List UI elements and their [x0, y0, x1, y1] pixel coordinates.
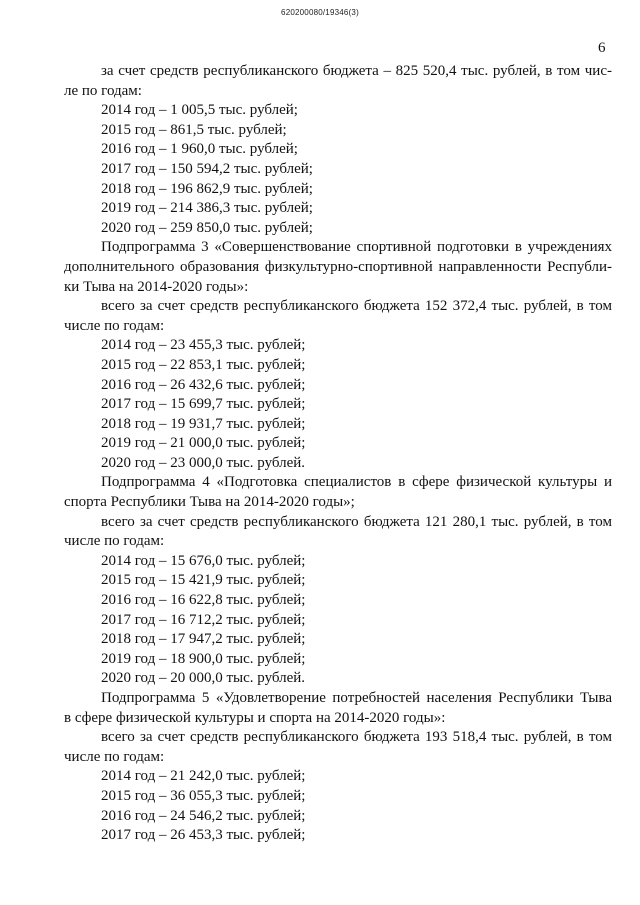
- text-line: 2017 год – 15 699,7 тыс. рублей;: [101, 396, 306, 413]
- text-line: 2016 год – 1 960,0 тыс. рублей;: [101, 141, 298, 158]
- text-line: 2020 год – 23 000,0 тыс. рублей.: [101, 454, 306, 471]
- text-line: 2016 год – 26 432,6 тыс. рублей;: [101, 376, 306, 393]
- text-line: спорта Республики Тыва на 2014-2020 годы»;: [64, 494, 355, 511]
- text-line: всего за счет средств республиканского бюджета 152 372,4 тыс. рублей, в том: [101, 298, 612, 315]
- text-line: Подпрограмма 5 «Удовлетворение потребностей населения Республики Тыва: [101, 690, 612, 706]
- text-line: 2017 год – 16 712,2 тыс. рублей;: [101, 611, 306, 628]
- text-line: ле по годам:: [64, 82, 142, 99]
- text-line: 2015 год – 22 853,1 тыс. рублей;: [101, 356, 306, 373]
- text-line: в сфере физической культуры и спорта на 2014-2020 годы»:: [64, 709, 446, 726]
- text-line: за счет средств республиканского бюджета – 825 520,4 тыс. рублей, в том чис-: [101, 63, 612, 79]
- text-line: 2016 год – 16 622,8 тыс. рублей;: [101, 592, 306, 609]
- text-line: всего за счет средств республиканского бюджета 193 518,4 тыс. рублей, в том: [101, 729, 612, 746]
- document-id: 620200080/19346(3): [281, 8, 359, 17]
- page-body: [64, 62, 612, 846]
- text-line: 2014 год – 1 005,5 тыс. рублей;: [101, 102, 298, 119]
- text-line: 2018 год – 19 931,7 тыс. рублей;: [101, 415, 306, 432]
- text-line: 2015 год – 36 055,3 тыс. рублей;: [101, 787, 306, 804]
- text-line: ки Тыва на 2014-2020 годы»:: [64, 278, 249, 295]
- text-line: 2015 год – 861,5 тыс. рублей;: [101, 121, 287, 138]
- text-line: числе по годам:: [64, 317, 165, 334]
- text-line: Подпрограмма 4 «Подготовка специалистов в сфере физической культуры и: [101, 474, 612, 491]
- text-line: 2017 год – 26 453,3 тыс. рублей;: [101, 827, 306, 844]
- text-line: 2014 год – 15 676,0 тыс. рублей;: [101, 552, 306, 569]
- text-line: числе по годам:: [64, 748, 165, 765]
- text-line: 2020 год – 20 000,0 тыс. рублей.: [101, 670, 306, 687]
- text-line: 2019 год – 214 386,3 тыс. рублей;: [101, 200, 313, 217]
- text-line: 2018 год – 196 862,9 тыс. рублей;: [101, 180, 313, 197]
- page-number: 6: [598, 40, 606, 56]
- text-line: 2016 год – 24 546,2 тыс. рублей;: [101, 807, 306, 824]
- text-line: числе по годам:: [64, 533, 165, 550]
- text-line: 2017 год – 150 594,2 тыс. рублей;: [101, 160, 313, 177]
- text-line: 2014 год – 23 455,3 тыс. рублей;: [101, 337, 306, 354]
- text-line: 2019 год – 18 900,0 тыс. рублей;: [101, 650, 306, 667]
- text-line: дополнительного образования физкультурно-спортивной направленности Республи-: [64, 258, 612, 275]
- text-line: 2020 год – 259 850,0 тыс. рублей;: [101, 219, 313, 236]
- text-line: 2014 год – 21 242,0 тыс. рублей;: [101, 768, 306, 785]
- text-line: всего за счет средств республиканского бюджета 121 280,1 тыс. рублей, в том: [101, 513, 612, 530]
- text-line: Подпрограмма 3 «Совершенствование спортивной подготовки в учреждениях: [101, 239, 612, 256]
- text-line: 2018 год – 17 947,2 тыс. рублей;: [101, 631, 306, 648]
- text-line: 2019 год – 21 000,0 тыс. рублей;: [101, 435, 306, 452]
- text-line: 2015 год – 15 421,9 тыс. рублей;: [101, 572, 306, 589]
